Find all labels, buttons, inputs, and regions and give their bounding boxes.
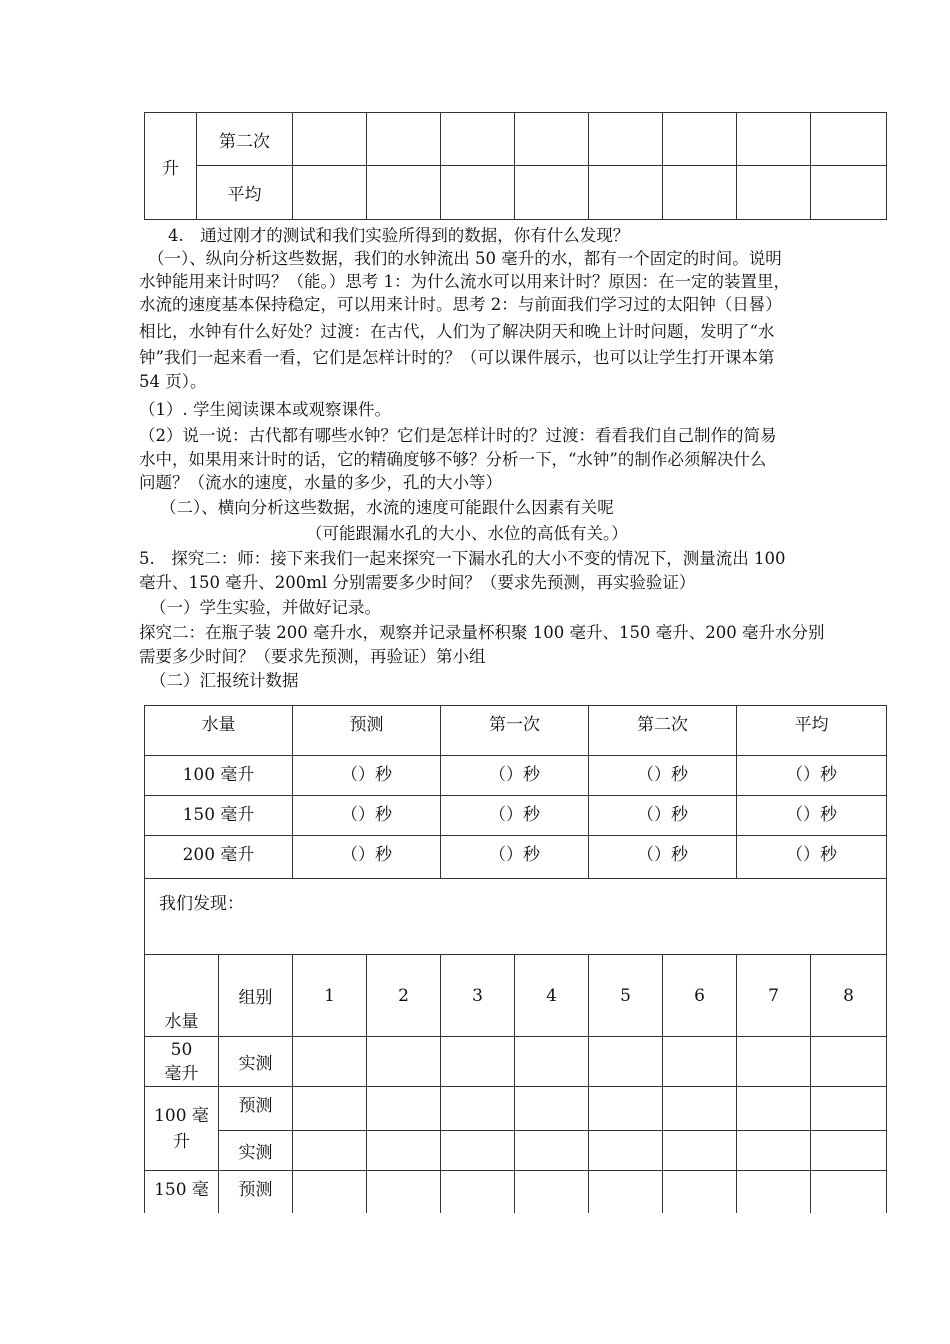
table-row: [145, 113, 887, 166]
row-label: 第二次: [219, 131, 270, 152]
qty-line: 100 毫: [154, 1105, 209, 1126]
corner-bottom-label: 水量: [164, 1012, 199, 1032]
table-continued: [144, 112, 887, 220]
paragraph-line: 需要多少时间？（要求先预测，再验证）第小组: [139, 647, 486, 666]
table-row: [145, 1037, 887, 1087]
header-cell: 预测: [293, 706, 441, 756]
kind-cell: 预测: [219, 1171, 293, 1213]
paragraph-line: （一）学生实验，并做好记录。: [150, 598, 381, 617]
table-cell: （）秒: [589, 836, 737, 879]
corner-bottom-cell: [145, 955, 219, 1037]
table-row: [145, 796, 887, 836]
header-cell: 第二次: [589, 706, 737, 756]
paragraph-line: 水钟能用来计时吗？（能。）思考 1：为什么流水可以用来计时？原因：在一定的装置里，: [139, 272, 790, 291]
paragraph-line: 毫升、150 毫升、200ml 分别需要多少时间？（要求先预测，再实验验证）: [139, 573, 696, 592]
paragraph-line: （二）、横向分析这些数据，水流的速度可能跟什么因素有关呢: [160, 498, 614, 517]
paragraph-line: （二）汇报统计数据: [150, 671, 299, 690]
qty-cell: [145, 1087, 219, 1171]
kind-cell: 预测: [219, 1087, 293, 1131]
table-cell: （）秒: [589, 756, 737, 796]
corner-top-label: 组别: [238, 988, 273, 1008]
section-4-heading: 4. 通过刚才的测试和我们实验所得到的数据，你有什么发现？: [168, 226, 630, 245]
paragraph-line: 探究二：在瓶子装 200 毫升水，观察并记录量杯积聚 100 毫升、150 毫升、200 毫升水分别: [139, 623, 825, 642]
table-row: [145, 166, 887, 220]
paragraph-line: 问题？（流水的速度，水量的多少，孔的大小等）: [139, 473, 502, 492]
group-header: 8: [811, 955, 887, 1037]
table-header-row: [145, 955, 887, 1037]
header-cell: 水量: [145, 706, 293, 756]
table-header-row: [145, 706, 887, 756]
qty-line: 50: [170, 1039, 193, 1060]
group-header: 3: [441, 955, 515, 1037]
qty-cell: [145, 1171, 219, 1213]
table-cell: （）秒: [293, 796, 441, 836]
paragraph-line: 54 页）。: [139, 372, 207, 391]
qty-line: 毫升: [164, 1063, 199, 1084]
row-label: 平均: [227, 185, 262, 205]
table-cell: （）秒: [293, 756, 441, 796]
corner-top-cell: [219, 955, 293, 1037]
group-header: 5: [589, 955, 663, 1037]
header-cell: 平均: [737, 706, 887, 756]
paragraph-line: （可能跟漏水孔的大小、水位的高低有关。）: [306, 524, 628, 543]
table-row: [145, 1171, 887, 1213]
table-row: [145, 836, 887, 879]
kind-cell: 实测: [219, 1037, 293, 1087]
finding-row: [145, 879, 887, 955]
table-cell: （）秒: [737, 756, 887, 796]
table-row: [145, 1087, 887, 1131]
finding-cell: 我们发现：: [145, 879, 887, 955]
group-header: 6: [663, 955, 737, 1037]
header-cell: 第一次: [441, 706, 589, 756]
paragraph-line: 水流的速度基本保持稳定，可以用来计时。思考 2：与前面我们学习过的太阳钟（日晷）: [139, 295, 782, 314]
paragraph-line: 相比，水钟有什么好处？过渡：在古代，人们为了解决阴天和晚上计时问题，发明了“水: [139, 322, 775, 341]
paragraph-line: （2）说一说：古代都有哪些水钟？它们是怎样计时的？过渡：看看我们自己制作的简易: [139, 426, 777, 445]
group-label-cell: [145, 113, 197, 220]
table-cell: （）秒: [589, 796, 737, 836]
qty-line: 升: [173, 1131, 190, 1152]
table-cell: （）秒: [441, 836, 589, 879]
row-label-cell: 100 毫升: [145, 756, 293, 796]
qty-cell: [145, 1037, 219, 1087]
row-label-cell: [197, 166, 293, 220]
group-record-table: [144, 954, 887, 1213]
row-label-cell: 150 毫升: [145, 796, 293, 836]
group-header: 4: [515, 955, 589, 1037]
section-5-heading: 5. 探究二：师：接下来我们一起来探究一下漏水孔的大小不变的情况下，测量流出 100: [139, 549, 786, 568]
group-header: 1: [293, 955, 367, 1037]
paragraph-line: （一）、纵向分析这些数据，我们的水钟流出 50 毫升的水，都有一个固定的时间。说明: [148, 249, 782, 268]
paragraph-line: 水中，如果用来计时的话，它的精确度够不够？分析一下，“水钟”的制作必须解决什么: [139, 450, 767, 469]
table-row: [145, 756, 887, 796]
paragraph-line: 钟”我们一起来看一看，它们是怎样计时的？（可以课件展示，也可以让学生打开课本第: [139, 348, 775, 367]
table-cell: （）秒: [737, 836, 887, 879]
table-cell: （）秒: [293, 836, 441, 879]
group-header: 7: [737, 955, 811, 1037]
table-cell: （）秒: [441, 756, 589, 796]
qty-line: 150 毫: [154, 1180, 209, 1200]
table-cell: （）秒: [441, 796, 589, 836]
table-cell: （）秒: [737, 796, 887, 836]
table-row: [145, 1131, 887, 1171]
kind-cell: 实测: [219, 1131, 293, 1171]
summary-table: [144, 705, 887, 955]
paragraph-line: （1）. 学生阅读课本或观察课件。: [139, 400, 391, 419]
row-label-cell: [197, 113, 293, 166]
group-label: 升: [162, 158, 179, 179]
row-label-cell: 200 毫升: [145, 836, 293, 879]
group-header: 2: [367, 955, 441, 1037]
